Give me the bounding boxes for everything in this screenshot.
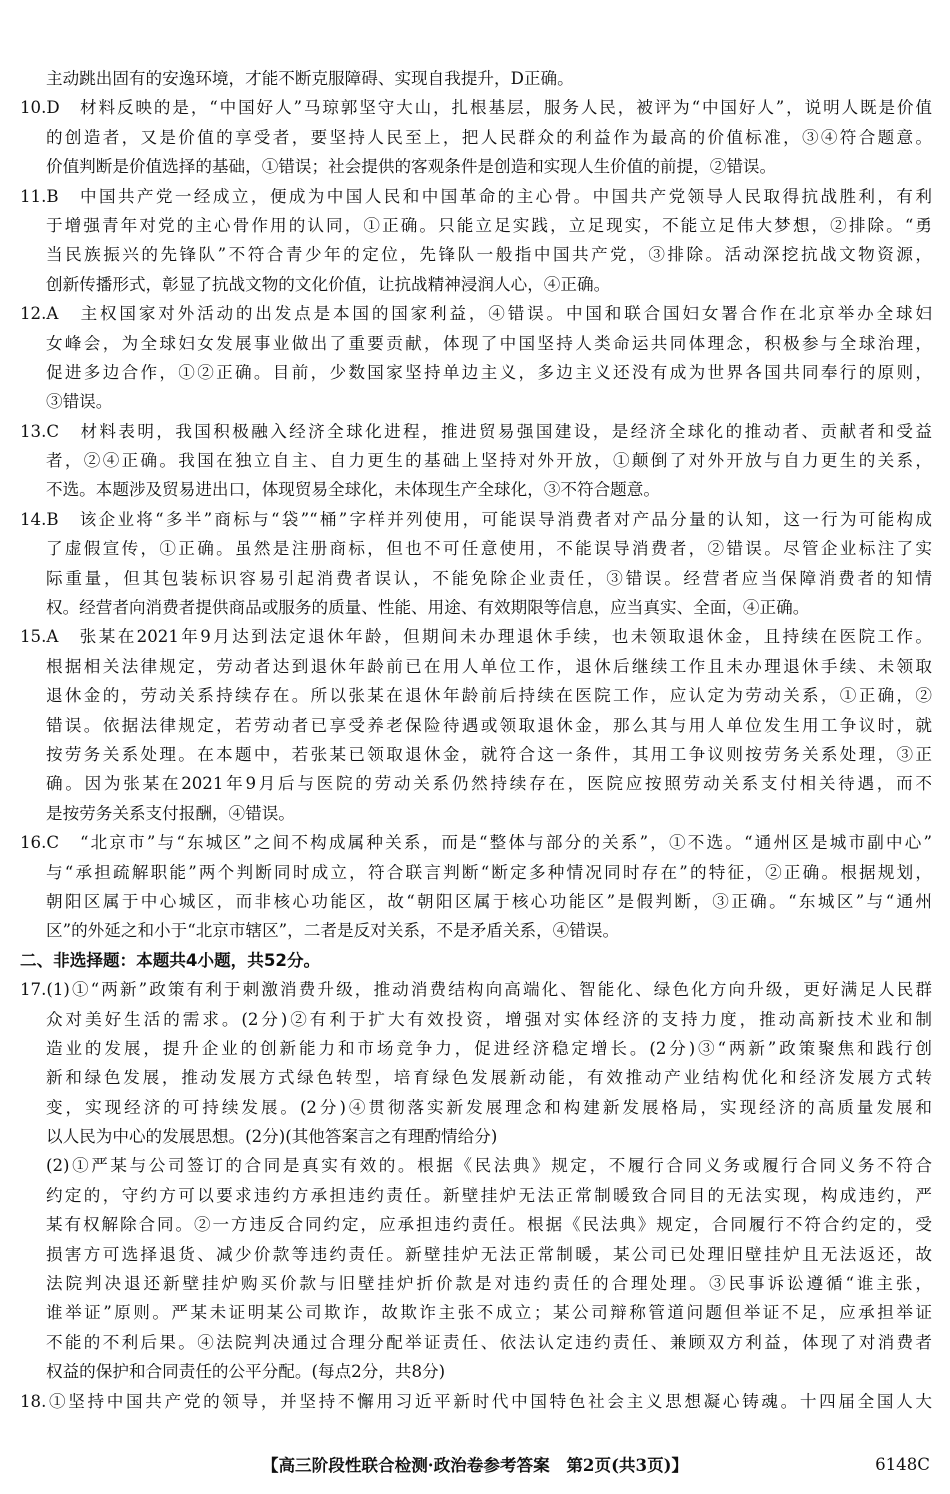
line-text: 二、非选择题：本题共4小题，共52分。	[20, 950, 321, 970]
text-line	[20, 329, 932, 358]
question-number: 17.	[20, 980, 47, 1000]
text-line	[20, 681, 932, 710]
line-text: 价值判断是价值选择的基础，①错误；社会提供的客观条件是创造和实现人生价值的前提，②错误。	[46, 157, 777, 177]
line-text: 当民族振兴的先锋队”不符合青少年的定位，先锋队一般指中国共产党，③排除。活动深挖抗战文物资源，	[46, 245, 932, 265]
line-text: 退休金的，劳动关系持续存在。所以张某在退休年龄前后持续在医院工作，应认定为劳动关系，①正确，②	[46, 686, 932, 706]
line-text: 损害方可选择退货、减少价款等违约责任。新壁挂炉无法正常制暖，某公司已处理旧壁挂炉且无法返还，故	[46, 1244, 932, 1264]
line-text: 约定的，守约方可以要求违约方承担违约责任。新壁挂炉无法正常制暖致合同目的无法实现，构成违约，严	[46, 1185, 932, 1205]
line-text: 者，②④正确。我国在独立自主、自力更生的基础上坚持对外开放，①颠倒了对外开放与自力更生的关系，	[46, 451, 932, 471]
question-number: 13.	[20, 421, 47, 441]
text-line	[20, 1093, 932, 1122]
text-line	[20, 858, 932, 887]
text-line	[20, 1034, 932, 1063]
text-line	[20, 475, 932, 504]
line-text: 变，实现经济的可持续发展。(2分)④贯彻落实新发展理念和构建新发展格局，实现经济的高质量发展和	[46, 1097, 932, 1117]
text-line	[20, 769, 932, 798]
text-line	[20, 916, 932, 945]
question-number: 15.	[20, 627, 47, 647]
text-line	[20, 1210, 932, 1239]
line-text: 促进多边合作，①②正确。目前，少数国家坚持单边主义，多边主义还没有成为世界各国共同奉行的原则，	[46, 362, 932, 382]
text-line	[20, 1005, 932, 1034]
line-text: 与“承担疏解职能”两个判断同时成立，符合联言判断“断定多种情况同时存在”的特征，②正确。根据规划，	[46, 862, 932, 882]
line-text: B 该企业将“多半”商标与“袋”“桶”字样并列使用，可能误导消费者对产品分量的认知，这一行为可能构成	[46, 509, 932, 529]
section-heading	[20, 946, 932, 975]
text-line	[20, 505, 932, 534]
line-text: 权。经营者向消费者提供商品或服务的质量、性能、用途、有效期限等信息，应当真实、全面，④正确。	[46, 598, 810, 618]
line-text: 了虚假宣传，①正确。虽然是注册商标，但也不可任意使用，不能误导消费者，②错误。尽管企业标注了实	[46, 539, 932, 559]
text-line	[20, 152, 932, 181]
line-text: A 主权国家对外活动的出发点是本国的国家利益，④错误。中国和联合国妇女署合作在北京举办全球妇	[46, 304, 932, 324]
text-line	[20, 387, 932, 416]
page-footer	[0, 1450, 950, 1480]
line-text: (1)①“两新”政策有利于刺激消费升级，推动消费结构向高端化、智能化、绿色化方向升级，更好满足人民群	[46, 980, 932, 1000]
text-line	[20, 1298, 932, 1327]
line-text: 是按劳务关系支付报酬，④错误。	[46, 803, 295, 823]
text-line	[20, 211, 932, 240]
line-text: 众对美好生活的需求。(2分)②有利于扩大有效投资，增强对实体经济的支持力度，推动高新技术业和制	[46, 1009, 932, 1029]
text-line	[20, 740, 932, 769]
text-line	[20, 358, 932, 387]
text-line	[20, 1357, 932, 1386]
text-line	[20, 1387, 932, 1416]
text-line	[20, 182, 932, 211]
line-text: 区”的外延之和小于“北京市辖区”，二者是反对关系，不是矛盾关系，④错误。	[46, 921, 620, 941]
text-line	[20, 1328, 932, 1357]
question-number: 12.	[20, 304, 47, 324]
line-text: 造业的发展，提升企业的创新能力和市场竞争力，促进经济稳定增长。(2分)③“两新”政策聚焦和践行创	[46, 1038, 932, 1058]
line-text: A 张某在2021年9月达到法定退休年龄，但期间未办理退休手续，也未领取退休金，且持续在医院工作。	[46, 627, 932, 647]
line-text: 法院判决退还新壁挂炉购买价款与旧壁挂炉折价款是对违约责任的合理处理。③民事诉讼遵循“谁主张，	[46, 1274, 932, 1294]
line-text: 按劳务关系处理。在本题中，若张某已领取退休金，就符合这一条件，其用工争议则按劳务关系处理，③正	[46, 744, 932, 764]
text-line	[20, 593, 932, 622]
text-line	[20, 564, 932, 593]
line-text: 朝阳区属于中心城区，而非核心功能区，故“朝阳区属于核心功能区”是假判断，③正确。“东城区”与“通州	[46, 891, 932, 911]
text-line	[20, 711, 932, 740]
text-line	[20, 240, 932, 269]
line-text: D 材料反映的是，“中国好人”马琼郭坚守大山，扎根基层，服务人民，被评为“中国好人”，说明人既是价值	[46, 98, 932, 118]
text-line	[20, 1122, 932, 1151]
text-line	[20, 1063, 932, 1092]
line-text: 际重量，但其包装标识容易引起消费者误认，不能免除企业责任，③错误。经营者应当保障消费者的知情	[46, 568, 932, 588]
text-line	[20, 1269, 932, 1298]
line-text: 谁举证”原则。严某未证明某公司欺诈，故欺诈主张不成立；某公司辩称管道问题但举证不足，应承担举证	[46, 1303, 932, 1323]
question-number: 10.	[20, 98, 47, 118]
text-line	[20, 1181, 932, 1210]
text-line	[20, 93, 932, 122]
text-line	[20, 652, 932, 681]
line-text: 确。因为张某在2021年9月后与医院的劳动关系仍然持续存在，医院应按照劳动关系支付相关待遇，而不	[46, 774, 932, 794]
text-line	[20, 887, 932, 916]
text-line	[20, 446, 932, 475]
footer-title: 【高三阶段性联合检测·政治卷参考答案 第2页(共3页)】	[261, 1455, 689, 1475]
question-number: 11.	[20, 186, 47, 206]
text-line	[20, 64, 932, 93]
line-text: 女峰会，为全球妇女发展事业做出了重要贡献，体现了中国坚持人类命运共同体理念，积极参与全球治理，	[46, 333, 932, 353]
line-text: 于增强青年对党的主心骨作用的认同，①正确。只能立足实践，立足现实，不能立足伟大梦想，②排除。“勇	[46, 215, 932, 235]
line-text: 根据相关法律规定，劳动者达到退休年龄前已在用人单位工作，退休后继续工作且未办理退休手续、未领取	[46, 656, 932, 676]
line-text: B 中国共产党一经成立，便成为中国人民和中国革命的主心骨。中国共产党领导人民取得抗战胜利，有利	[46, 186, 932, 206]
line-text: 权益的保护和合同责任的公平分配。(每点2分，共8分)	[46, 1362, 446, 1382]
line-text: 不选。本题涉及贸易进出口，体现贸易全球化，未体现生产全球化，③不符合题意。	[46, 480, 660, 500]
text-line	[20, 975, 932, 1004]
line-text: C 材料表明，我国积极融入经济全球化进程，推进贸易强国建设，是经济全球化的推动者、贡献者和受益	[46, 421, 932, 441]
footer-code: 6148C	[875, 1455, 930, 1474]
line-text: 新和绿色发展，推动发展方式绿色转型，培育绿色发展新动能，有效推动产业结构优化和经济发展方式转	[46, 1068, 932, 1088]
text-line	[20, 534, 932, 563]
question-number: 14.	[20, 509, 47, 529]
line-text: 错误。依据法律规定，若劳动者已享受养老保险待遇或领取退休金，那么其与用人单位发生用工争议时，就	[46, 715, 932, 735]
answer-key-body	[20, 64, 932, 1416]
text-line	[20, 270, 932, 299]
text-line	[20, 123, 932, 152]
text-line	[20, 799, 932, 828]
line-text: ③错误。	[46, 392, 113, 412]
line-text: (2)①严某与公司签订的合同是真实有效的。根据《民法典》规定，不履行合同义务或履行合同义务不符合	[46, 1156, 932, 1176]
line-text: C “北京市”与“东城区”之间不构成属种关系，而是“整体与部分的关系”，①不选。“通州区是城市副中心”	[46, 833, 932, 853]
question-number: 16.	[20, 833, 47, 853]
text-line	[20, 417, 932, 446]
question-number: 18.	[20, 1391, 47, 1411]
line-text: 主动跳出固有的安逸环境，才能不断克服障碍、实现自我提升，D正确。	[46, 69, 574, 88]
text-line	[20, 299, 932, 328]
text-line	[20, 828, 932, 857]
text-line	[20, 622, 932, 651]
line-text: ①坚持中国共产党的领导，并坚持不懈用习近平新时代中国特色社会主义思想凝心铸魂。十四届全国人大	[46, 1391, 932, 1411]
line-text: 某有权解除合同。②一方违反合同约定，应承担违约责任。根据《民法典》规定，合同履行不符合约定的，受	[46, 1215, 932, 1235]
line-text: 以人民为中心的发展思想。(2分)(其他答案言之有理酌情给分)	[46, 1127, 498, 1147]
text-line	[20, 1151, 932, 1180]
line-text: 的创造者，又是价值的享受者，要坚持人民至上，把人民群众的利益作为最高的价值标准，③④符合题意。	[46, 127, 932, 147]
line-text: 不能的不利后果。④法院判决通过合理分配举证责任、依法认定违约责任、兼顾双方利益，体现了对消费者	[46, 1332, 932, 1352]
text-line	[20, 1240, 932, 1269]
line-text: 创新传播形式，彰显了抗战文物的文化价值，让抗战精神浸润人心，④正确。	[46, 274, 611, 294]
